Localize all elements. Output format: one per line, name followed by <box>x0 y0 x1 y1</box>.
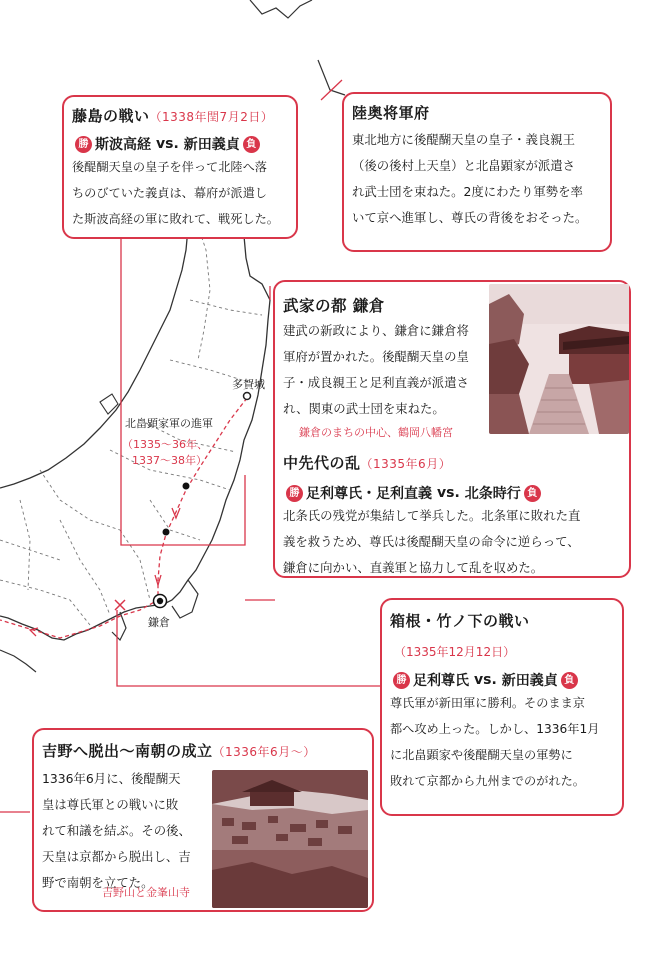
taga-castle-marker <box>244 393 251 400</box>
yoshino-line-3: れて和議を結ぶ。その後、 <box>42 823 191 838</box>
yoshino-title-text: 吉野へ脱出〜南朝の成立 <box>42 742 213 760</box>
yoshino-title <box>42 740 316 761</box>
hakone-title: 箱根・竹ノ下の戦い <box>390 612 530 630</box>
nakasendai-line-2: 義を救うため、尊氏は後醍醐天皇の命令に逆らって、 <box>283 534 580 549</box>
hakone-line-3: に北畠顕家や後醍醐天皇の軍勢に <box>390 748 573 762</box>
mutsu-line-4: いて京へ進軍し、尊氏の背後をおそった。 <box>352 210 588 225</box>
kamakura-marker-inner <box>157 598 163 604</box>
mutsu-line-2: （後の後村上天皇）と北畠顕家が派遣さ <box>352 158 576 173</box>
fujishima-title <box>72 105 296 126</box>
nakasendai-line-3: 鎌倉に向かい、直義軍と協力して乱を収めた。 <box>283 560 544 575</box>
fujishima-loser: 新田義貞 <box>183 137 240 153</box>
tsurugaoka-hachimangu-photo <box>489 284 629 434</box>
march-dates-line-2: 1337〜38年） <box>132 454 207 467</box>
fujishima-line-1: 後醍醐天皇の皇子を伴って北陸へ落 <box>72 160 267 174</box>
mutsu-title: 陸奥将軍府 <box>352 104 430 122</box>
win-badge: 勝 <box>75 136 92 153</box>
hakone-line-4: 敗れて京都から九州までのがれた。 <box>390 774 585 788</box>
yoshino-line-2: 皇は尊氏軍との戦いに敗 <box>42 797 179 812</box>
win-badge: 勝 <box>286 485 303 502</box>
fujishima-date: （1338年閏7月2日） <box>149 110 274 124</box>
kamakura-nakasendai-box <box>273 280 631 578</box>
hakone-loser: 新田義貞 <box>501 673 558 689</box>
hakone-vs: vs. <box>474 672 497 688</box>
hakone-battle-line <box>390 670 622 690</box>
kamakura-line-1: 建武の新政により、鎌倉に鎌倉将 <box>283 323 469 338</box>
hakone-line-2: 都へ攻め上った。しかし、1336年1月 <box>390 722 600 736</box>
nakasendai-title <box>283 452 580 473</box>
yoshino-kinpusenji-photo <box>212 770 368 908</box>
hakone-date: （1335年12月12日） <box>394 645 516 659</box>
fujishima-vs: vs. <box>156 136 179 152</box>
lose-badge: 負 <box>524 485 541 502</box>
coast-west <box>0 650 36 672</box>
yoshino-line-1: 1336年6月に、後醍醐天 <box>42 771 181 786</box>
kamakura-body <box>283 318 469 422</box>
nakasendai-battle-line <box>283 483 580 503</box>
boso-peninsula <box>172 580 198 618</box>
nakasendai-title-text: 中先代の乱 <box>283 454 361 472</box>
mutsu-line-3: れ武士団を束ねた。2度にわたり軍勢を率 <box>352 184 583 199</box>
fujishima-line-2: ちのびていた義貞は、幕府が派遣し <box>72 186 267 200</box>
kamakura-line-4: れ、関東の武士団を束ねた。 <box>283 401 445 416</box>
route-point-1 <box>183 483 190 490</box>
mutsu-line-1: 東北地方に後醍醐天皇の皇子・義良親王 <box>352 132 576 147</box>
taga-castle-label: 多賀城 <box>232 378 265 391</box>
nakasendai-vs: vs. <box>437 485 460 501</box>
nakasendai-date: （1335年6月） <box>360 457 452 471</box>
nakasendai-body <box>283 503 580 581</box>
fujishima-line-3: た斯波高経の軍に敗れて、戦死した。 <box>72 212 279 226</box>
mutsu-body <box>352 127 610 231</box>
kamakura-title: 武家の都 鎌倉 <box>283 297 385 315</box>
battle-cross-icon <box>115 600 125 610</box>
nakasendai-loser: 北条時行 <box>464 486 521 502</box>
yoshino-southern-court-box <box>32 728 374 912</box>
yoshino-date: （1336年6月〜） <box>212 745 316 759</box>
fujishima-body <box>72 154 296 232</box>
yoshino-line-4: 天皇は京都から脱出し、吉 <box>42 849 191 864</box>
hakone-winner: 足利尊氏 <box>413 673 469 689</box>
win-badge: 勝 <box>393 672 410 689</box>
march-dates-line-1: （1335〜36年、 <box>122 438 208 451</box>
hakone-line-1: 尊氏軍が新田軍に勝利。そのまま京 <box>390 696 585 710</box>
lose-badge: 負 <box>561 672 578 689</box>
yoshino-photo-caption: 吉野山と金峯山寺 <box>102 886 190 899</box>
fujishima-title-text: 藤島の戦い <box>72 107 150 125</box>
hakone-takenoshita-box <box>380 598 624 816</box>
lose-badge: 負 <box>243 136 260 153</box>
yoshino-body <box>42 766 191 896</box>
nakasendai-winner: 足利尊氏・足利直義 <box>306 486 432 502</box>
kamakura-line-2: 軍府が置かれた。後醍醐天皇の皇 <box>283 349 469 364</box>
kamakura-photo-caption: 鎌倉のまちの中心、鶴岡八幡宮 <box>299 426 453 439</box>
hokkaido-coastline <box>250 0 312 18</box>
kamakura-label: 鎌倉 <box>148 616 170 629</box>
nakasendai-line-1: 北条氏の残党が集結して挙兵した。北条軍に敗れた直 <box>283 508 581 523</box>
fujishima-battle-line <box>72 134 296 154</box>
hakone-body <box>390 690 622 794</box>
fujishima-battle-box <box>62 95 298 239</box>
kamakura-line-3: 子・成良親王と足利直義が派遣さ <box>283 375 469 390</box>
kitabatake-march-label: 北畠顕家軍の進軍 <box>125 417 213 430</box>
yoshino-line-5: 野で南朝を立てた。 <box>42 875 154 890</box>
mutsu-shogunate-box <box>342 92 612 252</box>
fujishima-winner: 斯波高経 <box>95 137 151 153</box>
route-point-2 <box>163 529 170 536</box>
